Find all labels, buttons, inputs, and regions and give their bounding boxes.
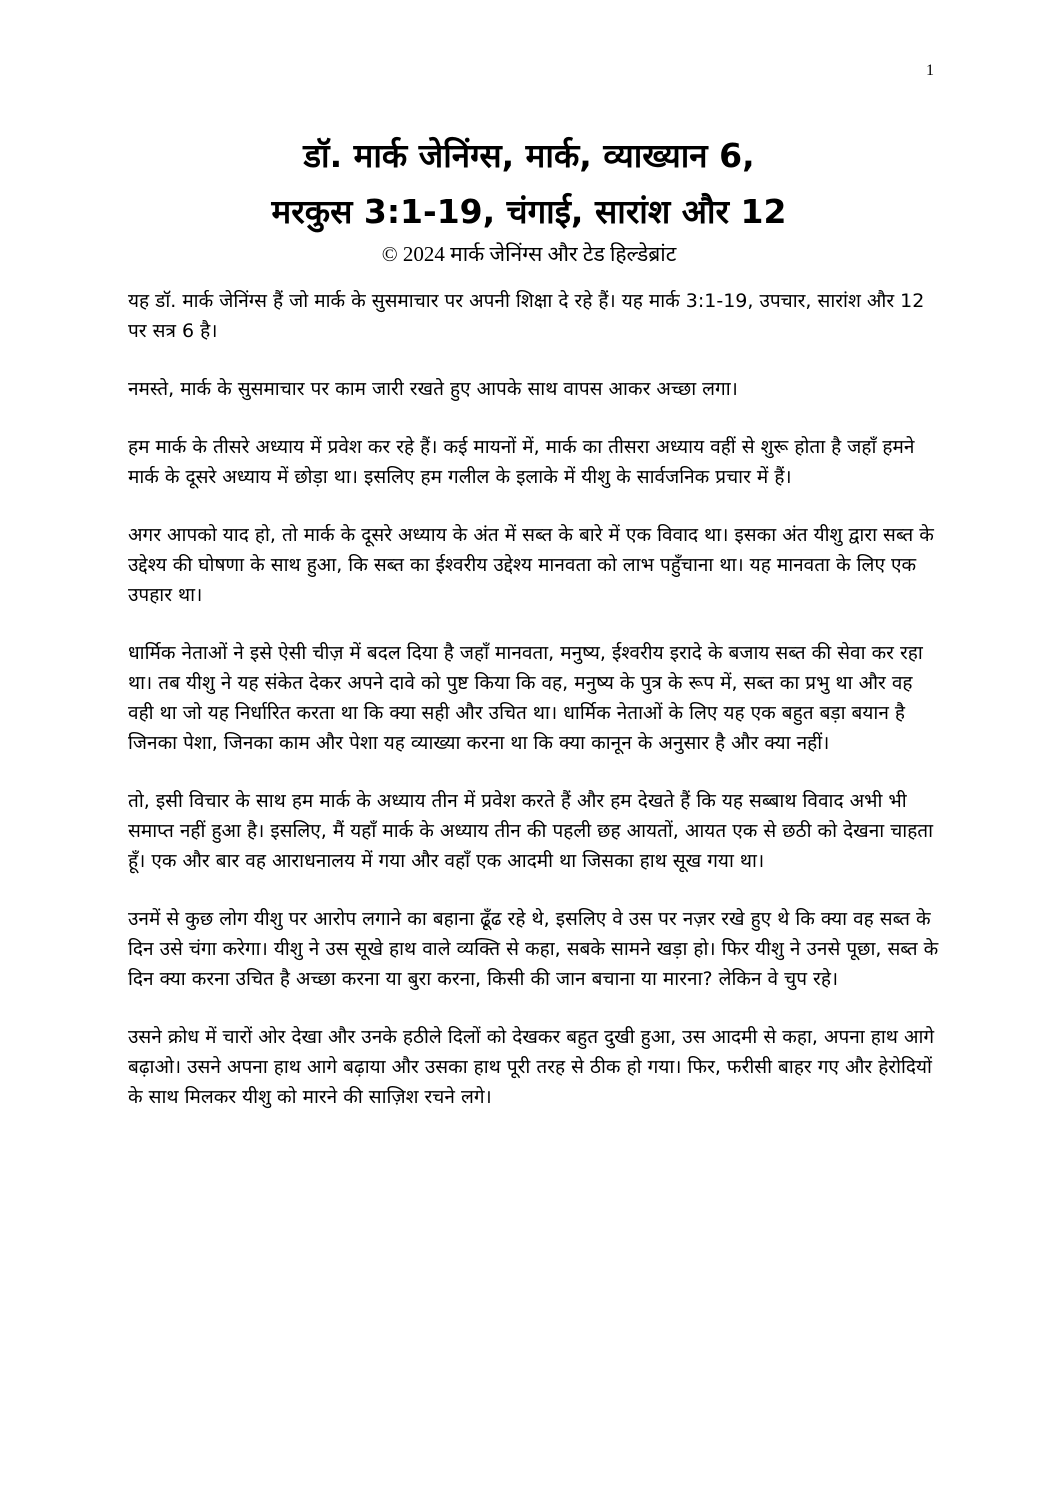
title-block xyxy=(100,128,958,268)
copyright-notice: © 2024 मार्क जेनिंग्स और टेड हिल्डेब्रांट xyxy=(381,242,677,266)
paragraph: धार्मिक नेताओं ने इसे ऐसी चीज़ में बदल दिया है जहाँ मानवता, मनुष्य, ईश्वरीय इरादे के बजाय सब्त की सेवा कर रहा था। तब यीशु ने यह संकेत देकर अपने दावे को पुष्ट किया कि वह, मनुष्य के पुत्र के रूप में, सब्त का प्रभु था और वह वही था जो यह निर्धारित करता था कि क्या सही और उचित था। धार्मिक नेताओं के लिए यह एक बहुत बड़ा बयान है जिनका पेशा, जिनका काम और पेशा यह व्याख्या करना था कि क्या कानून के अनुसार है और क्या नहीं। xyxy=(128,642,923,754)
page-number: 1 xyxy=(926,62,934,79)
paragraph: हम मार्क के तीसरे अध्याय में प्रवेश कर रहे हैं। कई मायनों में, मार्क का तीसरा अध्याय वहीं से शुरू होता है जहाँ हमने मार्क के दूसरे अध्याय में छोड़ा था। इसलिए हम गलील के इलाके में यीशु के सार्वजनिक प्रचार में हैं। xyxy=(128,436,915,488)
paragraph: तो, इसी विचार के साथ हम मार्क के अध्याय तीन में प्रवेश करते हैं और हम देखते हैं कि यह सब्बाथ विवाद अभी भी समाप्त नहीं हुआ है। इसलिए, मैं यहाँ मार्क के अध्याय तीन की पहली छह आयतों, आयत एक से छठी को देखना चाहता हूँ। एक और बार वह आराधनालय में गया और वहाँ एक आदमी था जिसका हाथ सूख गया था। xyxy=(128,790,934,872)
paragraph: उसने क्रोध में चारों ओर देखा और उनके हठीले दिलों को देखकर बहुत दुखी हुआ, उस आदमी से कहा, अपना हाथ आगे बढ़ाओ। उसने अपना हाथ आगे बढ़ाया और उसका हाथ पूरी तरह से ठीक हो गया। फिर, फरीसी बाहर गए और हेरोदियों के साथ मिलकर यीशु को मारने की साज़िश रचने लगे। xyxy=(128,1026,935,1108)
title-line-1: डॉ. मार्क जेनिंग्स, मार्क, व्याख्यान 6, xyxy=(303,136,755,175)
document-body xyxy=(128,286,940,1140)
paragraph: उनमें से कुछ लोग यीशु पर आरोप लगाने का बहाना ढूँढ रहे थे, इसलिए वे उस पर नज़र रखे हुए थे कि क्या वह सब्त के दिन उसे चंगा करेगा। यीशु ने उस सूखे हाथ वाले व्यक्ति से कहा, सबके सामने खड़ा हो। फिर यीशु ने उनसे पूछा, सब्त के दिन क्या करना उचित है अच्छा करना या बुरा करना, किसी की जान बचाना या मारना? लेकिन वे चुप रहे। xyxy=(128,908,939,990)
paragraph: यह डॉ. मार्क जेनिंग्स हैं जो मार्क के सुसमाचार पर अपनी शिक्षा दे रहे हैं। यह मार्क 3:1-19, उपचार, सारांश और 12 पर सत्र 6 है। xyxy=(128,290,925,342)
paragraph: अगर आपको याद हो, तो मार्क के दूसरे अध्याय के अंत में सब्त के बारे में एक विवाद था। इसका अंत यीशु द्वारा सब्त के उद्देश्य की घोषणा के साथ हुआ, कि सब्त का ईश्वरीय उद्देश्य मानवता को लाभ पहुँचाना था। यह मानवता के लिए एक उपहार था। xyxy=(128,524,934,606)
paragraph: नमस्ते, मार्क के सुसमाचार पर काम जारी रखते हुए आपके साथ वापस आकर अच्छा लगा। xyxy=(128,378,738,400)
title-line-2: मरकुस 3:1-19, चंगाई, सारांश और 12 xyxy=(271,192,787,231)
